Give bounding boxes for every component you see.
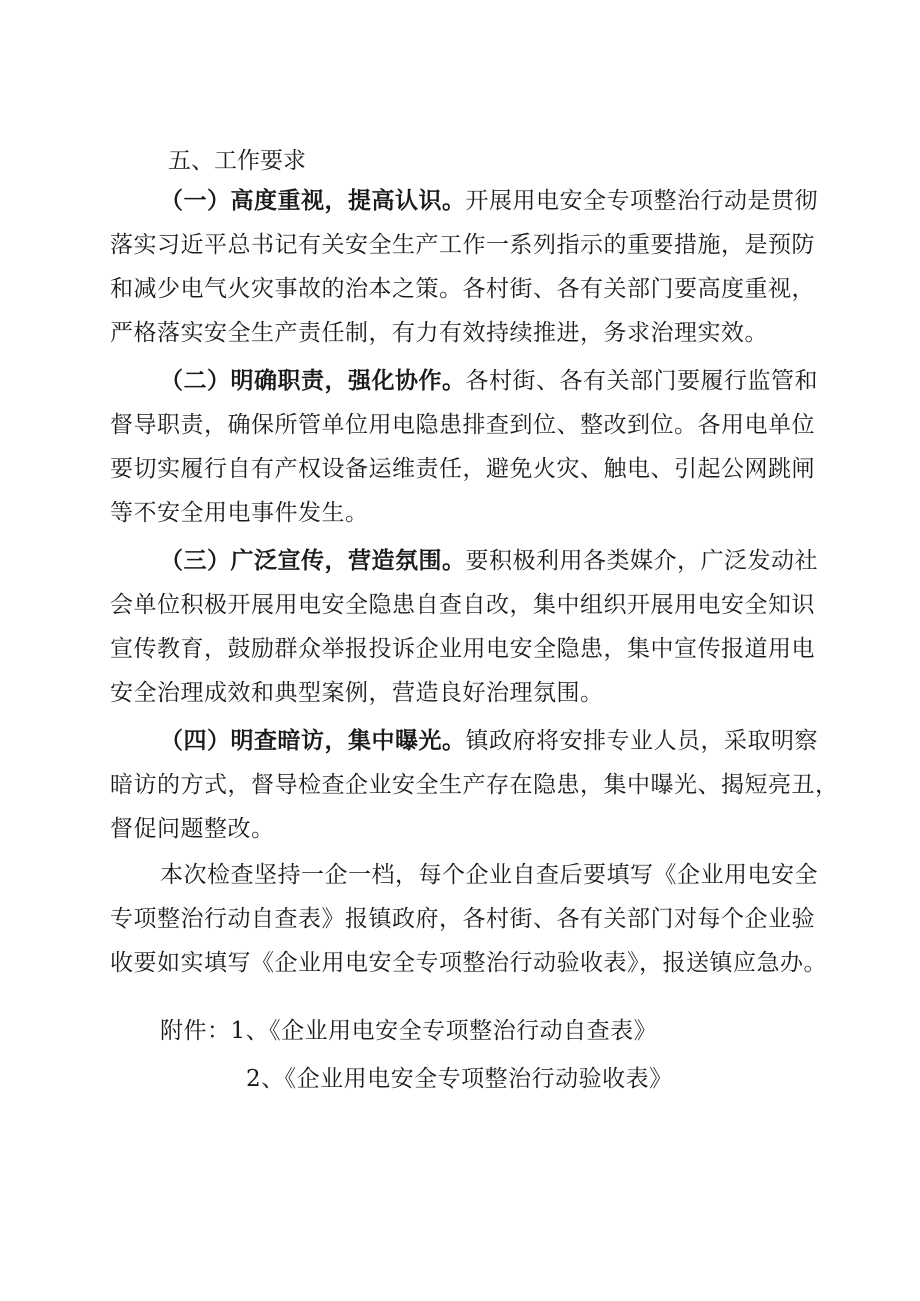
section-heading: 五、工作要求 <box>168 148 306 174</box>
paragraph-1-line-2: 落实习近平总书记有关安全生产工作一系列指示的重要措施，是预防 <box>110 232 815 258</box>
paragraph-4-line-2: 暗访的方式，督导检查企业安全生产存在隐患，集中曝光、揭短亮丑， <box>110 772 839 798</box>
paragraph-4-title: （四）明查暗访，集中曝光。 <box>160 728 466 754</box>
paragraph-2-line-2: 督导职责，确保所管单位用电隐患排查到位、整改到位。各用电单位 <box>110 412 815 438</box>
paragraph-3-line-1 <box>160 546 818 576</box>
paragraph-5-line-1: 本次检查坚持一企一档，每个企业自查后要填写《企业用电安全 <box>160 862 818 888</box>
attachment-item-2: 2、《企业用电安全专项整治行动验收表》 <box>246 1066 673 1092</box>
paragraph-4-text: 镇政府将安排专业人员，采取明察 <box>465 728 818 754</box>
paragraph-5-line-3: 收要如实填写《企业用电安全专项整治行动验收表》，报送镇应急办。 <box>110 950 827 976</box>
paragraph-1-title: （一）高度重视，提高认识。 <box>160 188 466 214</box>
attachment-line-1 <box>160 1016 657 1046</box>
paragraph-3-text: 要积极利用各类媒介，广泛发动社 <box>465 548 818 574</box>
attachment-label: 附件： <box>160 1018 231 1044</box>
paragraph-2-line-1 <box>160 366 818 396</box>
paragraph-2-line-3: 要切实履行自有产权设备运维责任，避免火灾、触电、引起公网跳闸 <box>110 456 815 482</box>
paragraph-2-line-4: 等不安全用电事件发生。 <box>110 500 369 526</box>
paragraph-1-line-4: 严格落实安全生产责任制，有力有效持续推进，务求治理实效。 <box>110 320 768 346</box>
paragraph-1-line-3: 和减少电气火灾事故的治本之策。各村街、各有关部门要高度重视， <box>110 276 815 302</box>
paragraph-3-line-4: 安全治理成效和典型案例，营造良好治理氛围。 <box>110 680 604 706</box>
attachment-item-1: 1、《企业用电安全专项整治行动自查表》 <box>230 1018 658 1044</box>
paragraph-2-title: （二）明确职责，强化协作。 <box>160 368 466 394</box>
paragraph-4-line-3: 督促问题整改。 <box>110 816 275 842</box>
paragraph-5-line-2: 专项整治行动自查表》报镇政府，各村街、各有关部门对每个企业验 <box>110 906 815 932</box>
paragraph-2-text: 各村街、各有关部门要履行监管和 <box>465 368 818 394</box>
paragraph-3-line-3: 宣传教育，鼓励群众举报投诉企业用电安全隐患，集中宣传报道用电 <box>110 636 815 662</box>
paragraph-1-text: 开展用电安全专项整治行动是贯彻 <box>465 188 818 214</box>
paragraph-3-line-2: 会单位积极开展用电安全隐患自查自改，集中组织开展用电安全知识 <box>110 592 815 618</box>
paragraph-1-line-1 <box>160 186 818 216</box>
paragraph-4-line-1 <box>160 726 818 756</box>
paragraph-3-title: （三）广泛宣传，营造氛围。 <box>160 548 466 574</box>
